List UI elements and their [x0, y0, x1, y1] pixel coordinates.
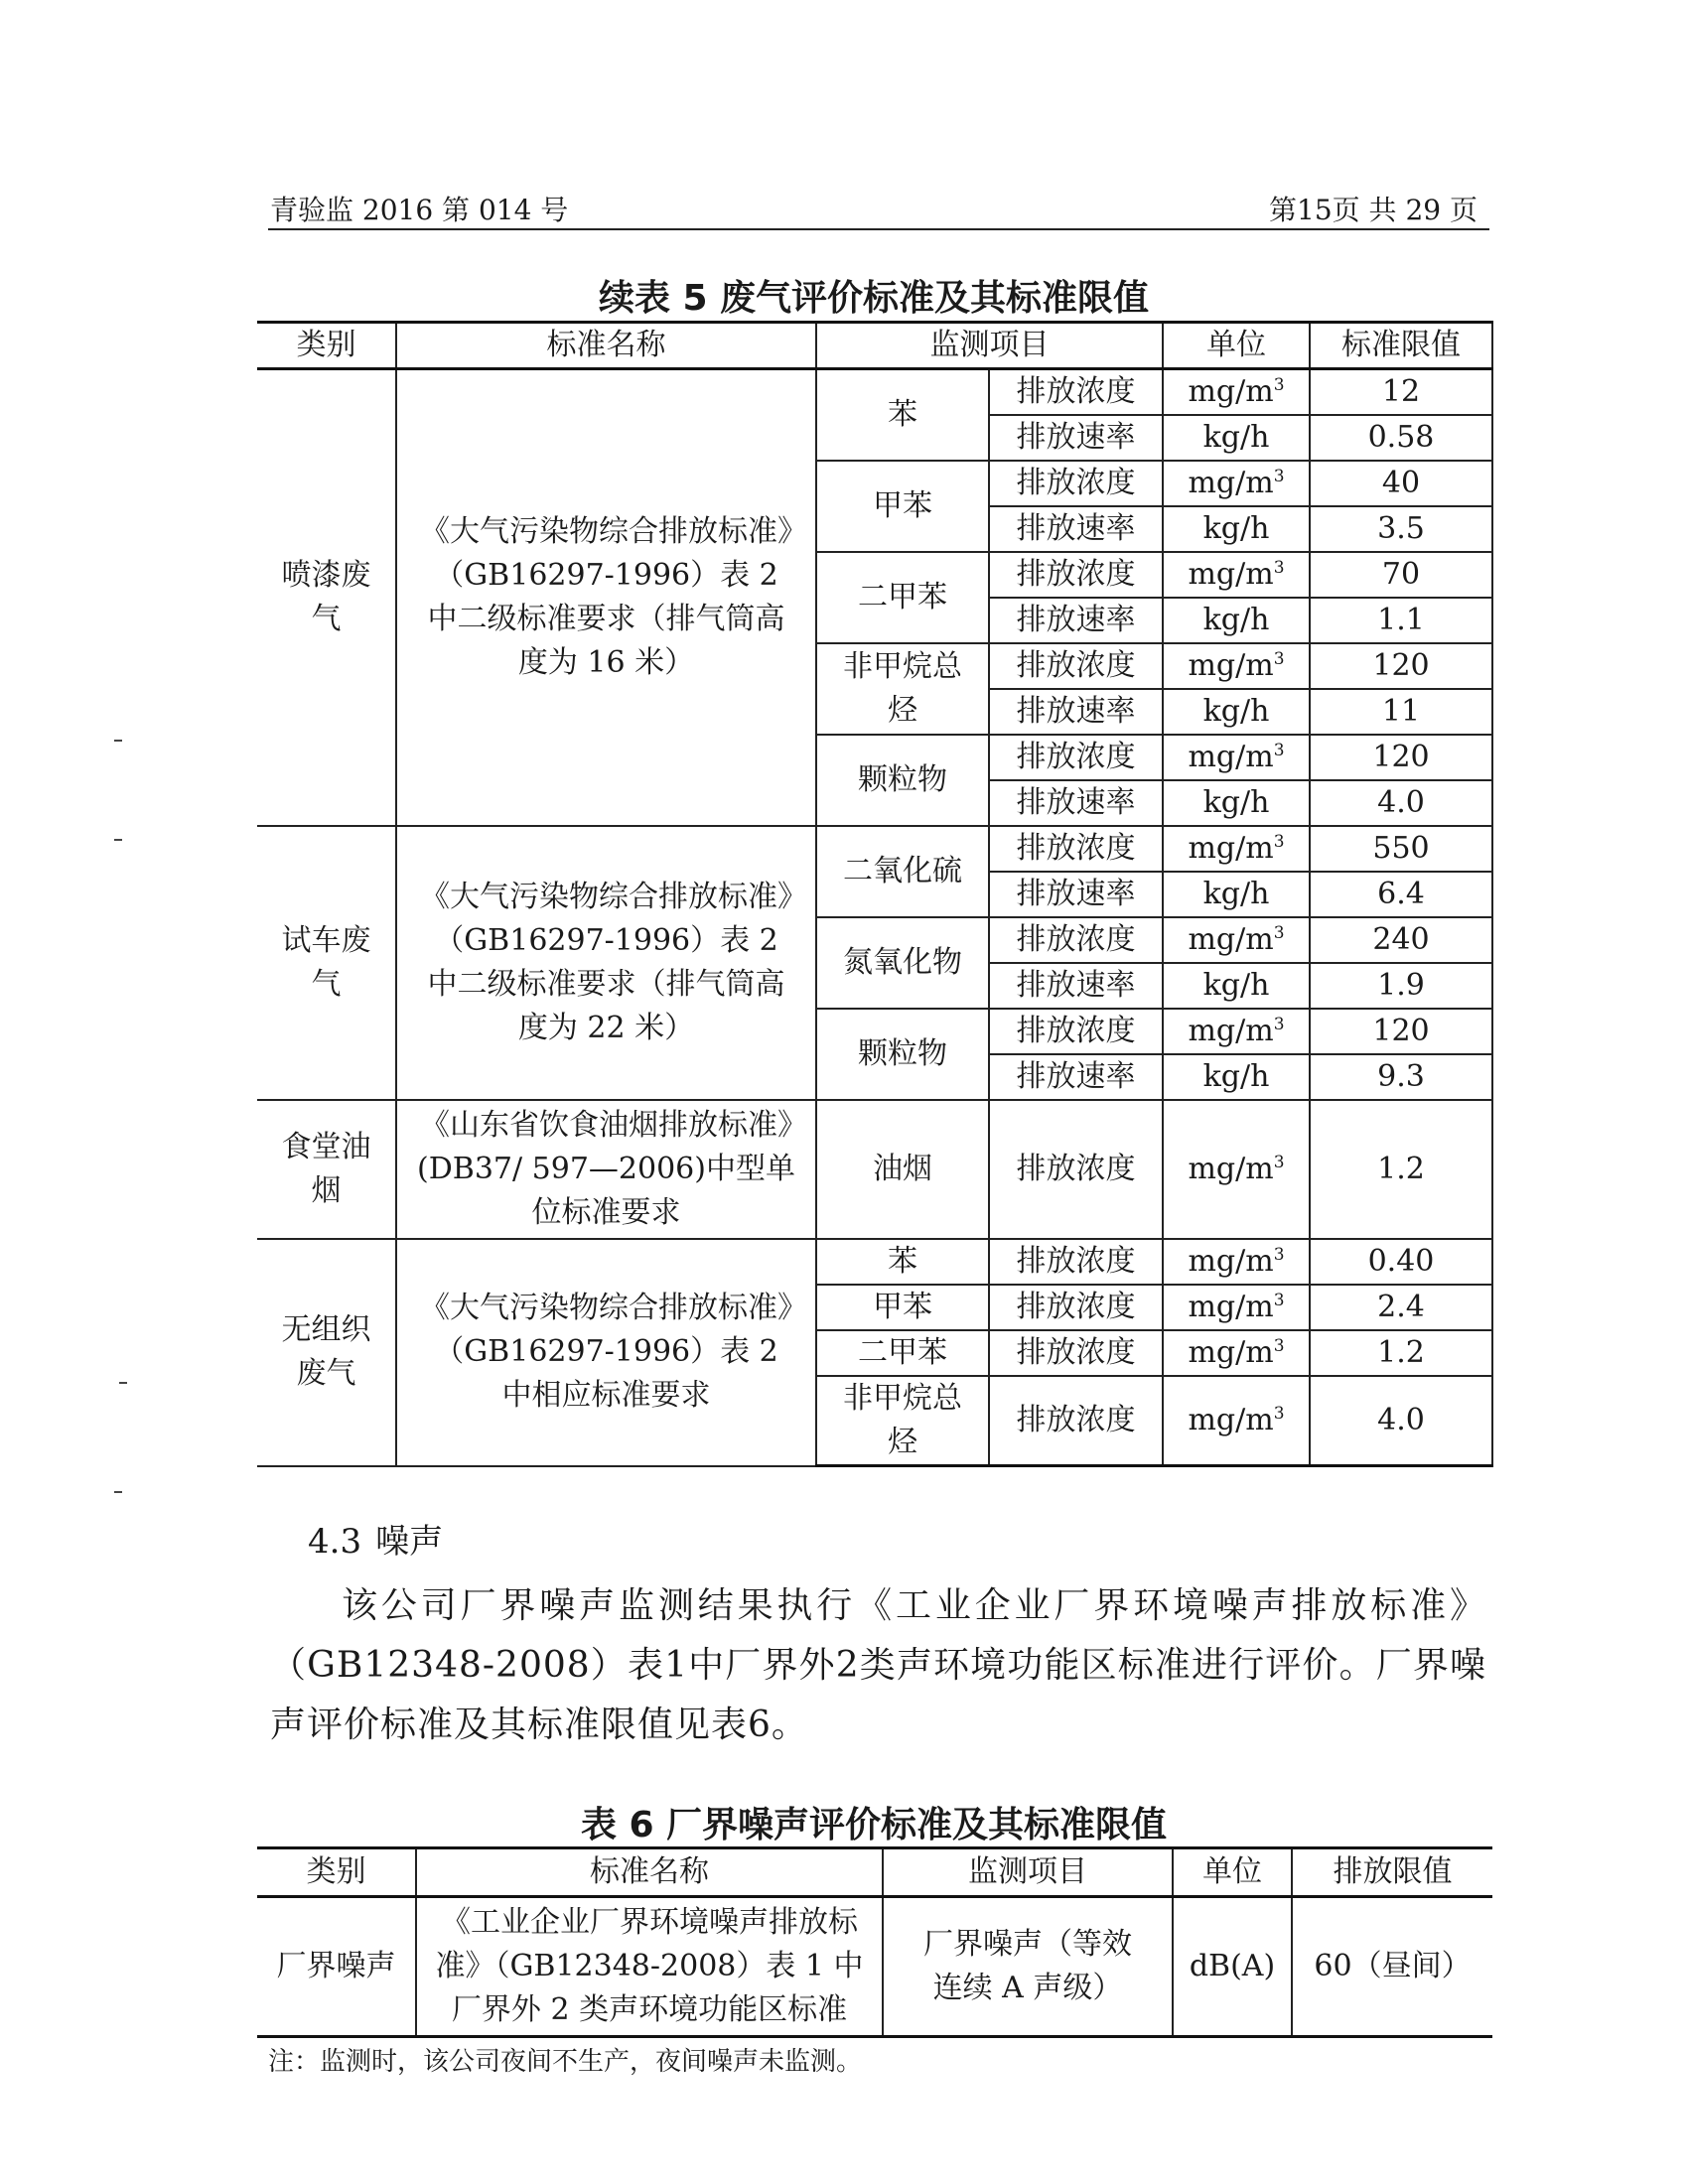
pollutant-cell: 非甲烷总烃	[816, 1376, 989, 1466]
table-row	[257, 1897, 1492, 2037]
pollutant-cell: 苯	[816, 1239, 989, 1285]
measure-type-cell: 排放浓度	[989, 1239, 1163, 1285]
pollutant-cell: 苯	[816, 369, 989, 462]
unit-text: mg/m	[1188, 1244, 1274, 1279]
unit-cell	[1163, 780, 1310, 826]
unit-text: kg/h	[1202, 603, 1270, 637]
limit-value-cell: 4.0	[1310, 1376, 1492, 1466]
table6-col-item: 监测项目	[883, 1848, 1173, 1897]
table5-col-item: 监测项目	[816, 323, 1163, 369]
unit-text: mg/m	[1188, 1152, 1274, 1186]
unit-superscript: 3	[1273, 1291, 1285, 1310]
unit-text: kg/h	[1202, 511, 1270, 546]
limit-value-cell: 1.9	[1310, 963, 1492, 1009]
page-indicator: 第15页 共 29 页	[1269, 194, 1477, 226]
limit-value-cell: 0.40	[1310, 1239, 1492, 1285]
table6-limit: 60（昼间）	[1292, 1897, 1492, 2037]
limit-value-cell: 12	[1310, 369, 1492, 416]
unit-text: kg/h	[1202, 877, 1270, 911]
table6-header-row	[257, 1848, 1492, 1897]
unit-cell	[1163, 369, 1310, 416]
unit-text: mg/m	[1188, 1335, 1274, 1370]
table5-col-limit: 标准限值	[1310, 323, 1492, 369]
standard-name-cell: 《大气污染物综合排放标准》（GB16297-1996）表 2 中二级标准要求（排气筒高度为 16 米）	[396, 369, 816, 827]
unit-cell	[1163, 963, 1310, 1009]
table6-col-standard: 标准名称	[416, 1848, 883, 1897]
limit-value-cell: 240	[1310, 917, 1492, 963]
category-cell: 试车废气	[257, 826, 396, 1100]
table6-col-unit: 单位	[1173, 1848, 1292, 1897]
page-header	[268, 189, 1489, 230]
measure-type-cell: 排放浓度	[989, 369, 1163, 416]
table6-title: 表 6 厂界噪声评价标准及其标准限值	[580, 1805, 1168, 1845]
limit-value-cell: 40	[1310, 461, 1492, 506]
unit-cell	[1163, 643, 1310, 689]
footnote: 注：监测时，该公司夜间不生产，夜间噪声未监测。	[268, 2047, 863, 2077]
table5-exhaust-standards	[257, 321, 1493, 1467]
unit-cell	[1163, 1100, 1310, 1239]
unit-text: kg/h	[1202, 420, 1270, 455]
unit-superscript: 3	[1273, 467, 1285, 486]
table6-category: 厂界噪声	[257, 1897, 416, 2037]
limit-value-cell: 1.2	[1310, 1330, 1492, 1376]
measure-type-cell: 排放浓度	[989, 826, 1163, 872]
measure-type-cell: 排放速率	[989, 1054, 1163, 1100]
unit-text: mg/m	[1188, 466, 1274, 500]
unit-cell	[1163, 1239, 1310, 1285]
table5-header-row	[257, 323, 1492, 369]
table6-unit: dB(A)	[1173, 1897, 1292, 2037]
measure-type-cell: 排放速率	[989, 963, 1163, 1009]
section-number: 4.3	[308, 1522, 362, 1562]
unit-text: mg/m	[1188, 1014, 1274, 1048]
limit-value-cell: 120	[1310, 643, 1492, 689]
table6-standard: 《工业企业厂界环境噪声排放标准》（GB12348-2008）表 1 中厂界外 2 类声环境功能区标准	[416, 1897, 883, 2037]
table6-col-limit: 排放限值	[1292, 1848, 1492, 1897]
table5-col-standard: 标准名称	[396, 323, 816, 369]
table-row	[257, 1239, 1492, 1285]
unit-text: mg/m	[1188, 831, 1274, 866]
measure-type-cell: 排放浓度	[989, 735, 1163, 780]
limit-value-cell: 11	[1310, 689, 1492, 735]
margin-mark	[114, 740, 122, 742]
unit-text: kg/h	[1202, 1059, 1270, 1094]
unit-text: mg/m	[1188, 374, 1274, 409]
table5-body	[257, 369, 1492, 1466]
measure-type-cell: 排放浓度	[989, 1100, 1163, 1239]
unit-superscript: 3	[1273, 1404, 1285, 1424]
limit-value-cell: 9.3	[1310, 1054, 1492, 1100]
unit-superscript: 3	[1273, 1245, 1285, 1265]
table6-item: 厂界噪声（等效连续 A 声级）	[883, 1897, 1173, 2037]
unit-cell	[1163, 1009, 1310, 1054]
document-number: 青验监 2016 第 014 号	[270, 194, 569, 226]
unit-text: kg/h	[1202, 694, 1270, 729]
unit-superscript: 3	[1273, 923, 1285, 943]
limit-value-cell: 70	[1310, 552, 1492, 598]
table-row	[257, 826, 1492, 872]
category-cell: 食堂油烟	[257, 1100, 396, 1239]
pollutant-cell: 颗粒物	[816, 735, 989, 826]
unit-cell	[1163, 1376, 1310, 1466]
limit-value-cell: 1.2	[1310, 1100, 1492, 1239]
pollutant-cell: 颗粒物	[816, 1009, 989, 1100]
measure-type-cell: 排放浓度	[989, 917, 1163, 963]
measure-type-cell: 排放浓度	[989, 1285, 1163, 1330]
unit-superscript: 3	[1273, 375, 1285, 395]
limit-value-cell: 120	[1310, 1009, 1492, 1054]
standard-name-cell: 《大气污染物综合排放标准》（GB16297-1996）表 2 中二级标准要求（排气筒高度为 22 米）	[396, 826, 816, 1100]
unit-text: kg/h	[1202, 785, 1270, 820]
unit-superscript: 3	[1273, 832, 1285, 852]
pollutant-cell: 甲苯	[816, 1285, 989, 1330]
margin-mark	[114, 1491, 122, 1493]
unit-superscript: 3	[1273, 1336, 1285, 1356]
unit-text: mg/m	[1188, 557, 1274, 592]
standard-name-cell: 《山东省饮食油烟排放标准》(DB37/ 597—2006)中型单位标准要求	[396, 1100, 816, 1239]
measure-type-cell: 排放速率	[989, 689, 1163, 735]
measure-type-cell: 排放浓度	[989, 461, 1163, 506]
unit-cell	[1163, 917, 1310, 963]
category-cell: 喷漆废气	[257, 369, 396, 827]
unit-cell	[1163, 735, 1310, 780]
margin-mark	[114, 839, 122, 841]
measure-type-cell: 排放速率	[989, 415, 1163, 461]
table-row	[257, 1100, 1492, 1239]
limit-value-cell: 1.1	[1310, 598, 1492, 643]
category-cell: 无组织废气	[257, 1239, 396, 1466]
measure-type-cell: 排放浓度	[989, 552, 1163, 598]
measure-type-cell: 排放速率	[989, 872, 1163, 917]
limit-value-cell: 6.4	[1310, 872, 1492, 917]
table5-col-unit: 单位	[1163, 323, 1310, 369]
unit-superscript: 3	[1273, 1015, 1285, 1034]
measure-type-cell: 排放浓度	[989, 1009, 1163, 1054]
unit-text: kg/h	[1202, 968, 1270, 1003]
limit-value-cell: 3.5	[1310, 506, 1492, 552]
unit-cell	[1163, 826, 1310, 872]
measure-type-cell: 排放速率	[989, 598, 1163, 643]
table6-col-category: 类别	[257, 1848, 416, 1897]
measure-type-cell: 排放浓度	[989, 643, 1163, 689]
unit-cell	[1163, 506, 1310, 552]
table5-title: 续表 5 废气评价标准及其标准限值	[598, 278, 1150, 319]
unit-cell	[1163, 415, 1310, 461]
limit-value-cell: 0.58	[1310, 415, 1492, 461]
unit-cell	[1163, 689, 1310, 735]
measure-type-cell: 排放浓度	[989, 1376, 1163, 1466]
pollutant-cell: 二甲苯	[816, 1330, 989, 1376]
limit-value-cell: 550	[1310, 826, 1492, 872]
limit-value-cell: 2.4	[1310, 1285, 1492, 1330]
unit-cell	[1163, 1330, 1310, 1376]
unit-superscript: 3	[1273, 649, 1285, 669]
unit-text: mg/m	[1188, 1403, 1274, 1437]
pollutant-cell: 非甲烷总烃	[816, 643, 989, 735]
unit-cell	[1163, 1285, 1310, 1330]
noise-paragraph: 该公司厂界噪声监测结果执行《工业企业厂界环境噪声排放标准》（GB12348-2008）表1中厂界外2类声环境功能区标准进行评价。厂界噪声评价标准及其标准限值见表6。	[270, 1585, 1486, 1745]
pollutant-cell: 二氧化硫	[816, 826, 989, 917]
section-heading	[308, 1514, 443, 1563]
unit-cell	[1163, 872, 1310, 917]
pollutant-cell: 二甲苯	[816, 552, 989, 643]
measure-type-cell: 排放速率	[989, 780, 1163, 826]
limit-value-cell: 4.0	[1310, 780, 1492, 826]
unit-superscript: 3	[1273, 1153, 1285, 1172]
measure-type-cell: 排放浓度	[989, 1330, 1163, 1376]
limit-value-cell: 120	[1310, 735, 1492, 780]
unit-superscript: 3	[1273, 741, 1285, 760]
table-row	[257, 369, 1492, 416]
margin-mark	[119, 1382, 127, 1384]
standard-name-cell: 《大气污染物综合排放标准》（GB16297-1996）表 2 中相应标准要求	[396, 1239, 816, 1466]
unit-superscript: 3	[1273, 558, 1285, 578]
unit-text: mg/m	[1188, 648, 1274, 683]
unit-text: mg/m	[1188, 1290, 1274, 1324]
unit-cell	[1163, 1054, 1310, 1100]
pollutant-cell: 甲苯	[816, 461, 989, 552]
unit-cell	[1163, 461, 1310, 506]
measure-type-cell: 排放速率	[989, 506, 1163, 552]
table5-col-category: 类别	[257, 323, 396, 369]
unit-cell	[1163, 552, 1310, 598]
unit-text: mg/m	[1188, 922, 1274, 957]
unit-text: mg/m	[1188, 740, 1274, 774]
unit-cell	[1163, 598, 1310, 643]
table6-noise-standards	[257, 1846, 1492, 2038]
pollutant-cell: 氮氧化物	[816, 917, 989, 1009]
pollutant-cell: 油烟	[816, 1100, 989, 1239]
section-title: 噪声	[375, 1522, 444, 1562]
